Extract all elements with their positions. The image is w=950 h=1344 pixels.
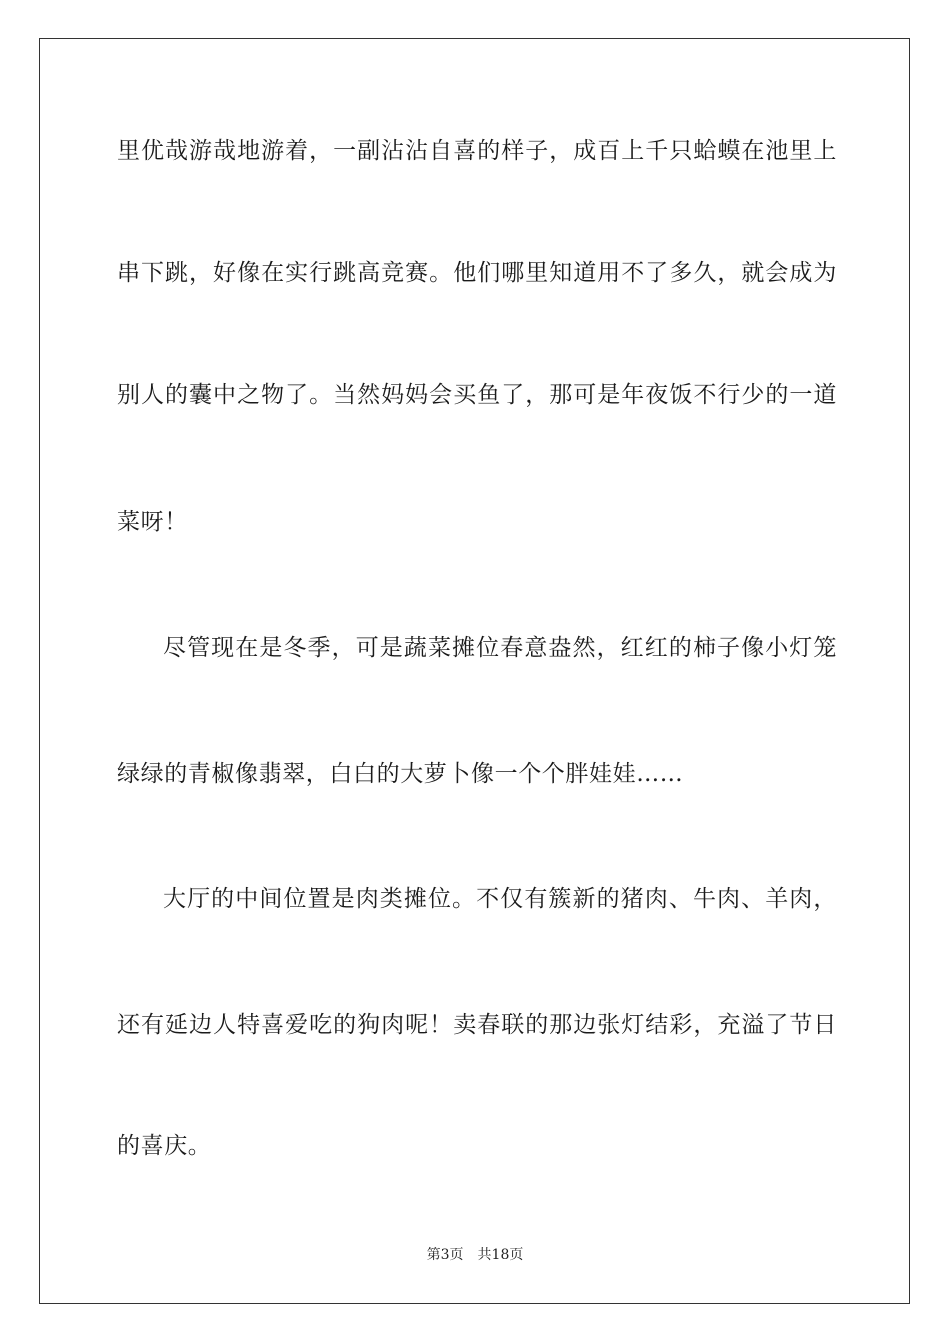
page-footer [0, 1245, 950, 1265]
text-line-1: 里优哉游哉地游着，一副沾沾自喜的样子，成百上千只蛤蟆在池里上 [117, 138, 837, 164]
page-number: 第3页 [426, 1247, 464, 1263]
text-line-2: 串下跳，好像在实行跳高竞赛。他们哪里知道用不了多久，就会成为 [117, 260, 837, 286]
text-line-9: 的喜庆。 [117, 1133, 212, 1159]
text-line-4: 菜呀！ [117, 509, 188, 535]
text-line-6: 绿绿的青椒像翡翠，白白的大萝卜像一个个胖娃娃…… [117, 761, 684, 787]
page-border [39, 38, 910, 1304]
text-line-8: 还有延边人特喜爱吃的狗肉呢！卖春联的那边张灯结彩，充溢了节日 [117, 1012, 837, 1038]
text-line-7: 大厅的中间位置是肉类摊位。不仅有簇新的猪肉、牛肉、羊肉， [163, 886, 837, 912]
page-total: 共18页 [477, 1247, 524, 1263]
text-line-3: 别人的囊中之物了。当然妈妈会买鱼了，那可是年夜饭不行少的一道 [117, 382, 837, 408]
text-line-5: 尽管现在是冬季，可是蔬菜摊位春意盎然，红红的柿子像小灯笼 [163, 635, 837, 661]
